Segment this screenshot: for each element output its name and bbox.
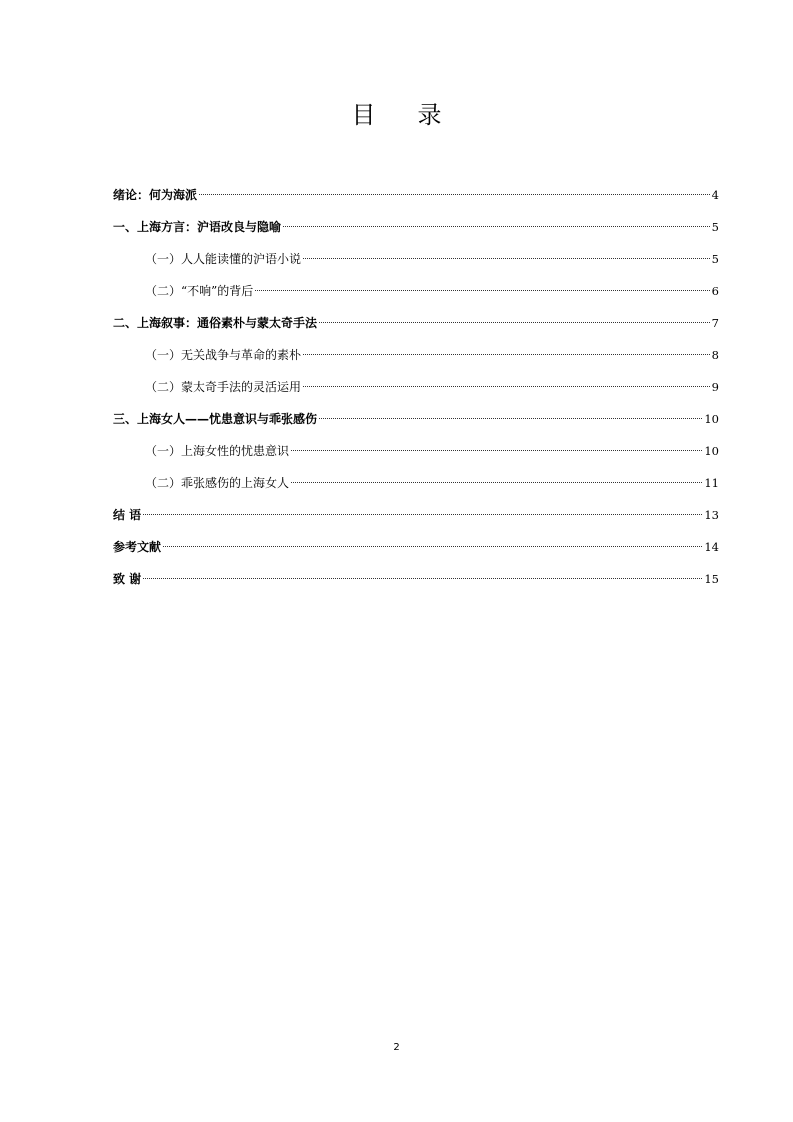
toc-leader-dots [143,578,702,579]
toc-subentry[interactable] [113,376,719,408]
toc-leader-dots [303,354,710,355]
toc-entry[interactable] [113,536,719,568]
toc-entry-label: 绪论：何为海派 [113,188,198,202]
toc-entry[interactable] [113,568,719,600]
toc-subentry[interactable] [113,248,719,280]
toc-entry-page: 14 [704,540,719,554]
toc-subentry[interactable] [113,280,719,312]
toc-entry-label: （一）无关战争与革命的素朴 [145,348,302,362]
toc-entry[interactable] [113,408,719,440]
toc-entry-label: 一、上海方言：沪语改良与隐喻 [113,220,282,234]
toc-entry-label: 结 语 [113,508,142,522]
toc-leader-dots [283,226,710,227]
toc-entry-page: 10 [704,412,719,426]
toc-entry-label: （一）人人能读懂的沪语小说 [145,252,302,266]
toc-entry-page: 5 [711,252,719,266]
toc-entry-label: 三、上海女人——忧患意识与乖张感伤 [113,412,318,426]
toc-entry-page: 9 [711,380,719,394]
toc-entry-page: 15 [704,572,719,586]
toc-entry-label: （二）乖张感伤的上海女人 [145,476,290,490]
toc-leader-dots [291,450,702,451]
toc-leader-dots [199,194,710,195]
toc-entry[interactable] [113,184,719,216]
toc-leader-dots [319,418,702,419]
toc-entry-page: 6 [711,284,719,298]
toc-entry-label: （一）上海女性的忧患意识 [145,444,290,458]
toc-subentry[interactable] [113,440,719,472]
toc-leader-dots [303,386,710,387]
page-title: 目录 [351,101,484,129]
toc-entry-page: 4 [711,188,719,202]
toc-entry-page: 10 [704,444,719,458]
toc-leader-dots [303,258,710,259]
toc-leader-dots [291,482,702,483]
toc-entry[interactable] [113,504,719,536]
toc-entry-page: 11 [704,476,719,490]
toc-subentry[interactable] [113,472,719,504]
toc-entry-label: 二、上海叙事：通俗素朴与蒙太奇手法 [113,316,318,330]
toc-entry-label: 致 谢 [113,572,142,586]
table-of-contents [113,184,719,600]
page-number: 2 [393,1042,400,1053]
toc-entry[interactable] [113,216,719,248]
toc-leader-dots [255,290,709,291]
toc-entry-page: 8 [711,348,719,362]
toc-entry-label: （二）蒙太奇手法的灵活运用 [145,380,302,394]
toc-entry[interactable] [113,312,719,344]
toc-leader-dots [143,514,702,515]
toc-entry-page: 7 [711,316,719,330]
toc-subentry[interactable] [113,344,719,376]
toc-entry-page: 5 [711,220,719,234]
toc-entry-label: 参考文献 [113,540,162,554]
toc-entry-page: 13 [704,508,719,522]
toc-leader-dots [319,322,710,323]
toc-leader-dots [163,546,702,547]
toc-entry-label: （二）“不响”的背后 [145,284,254,298]
